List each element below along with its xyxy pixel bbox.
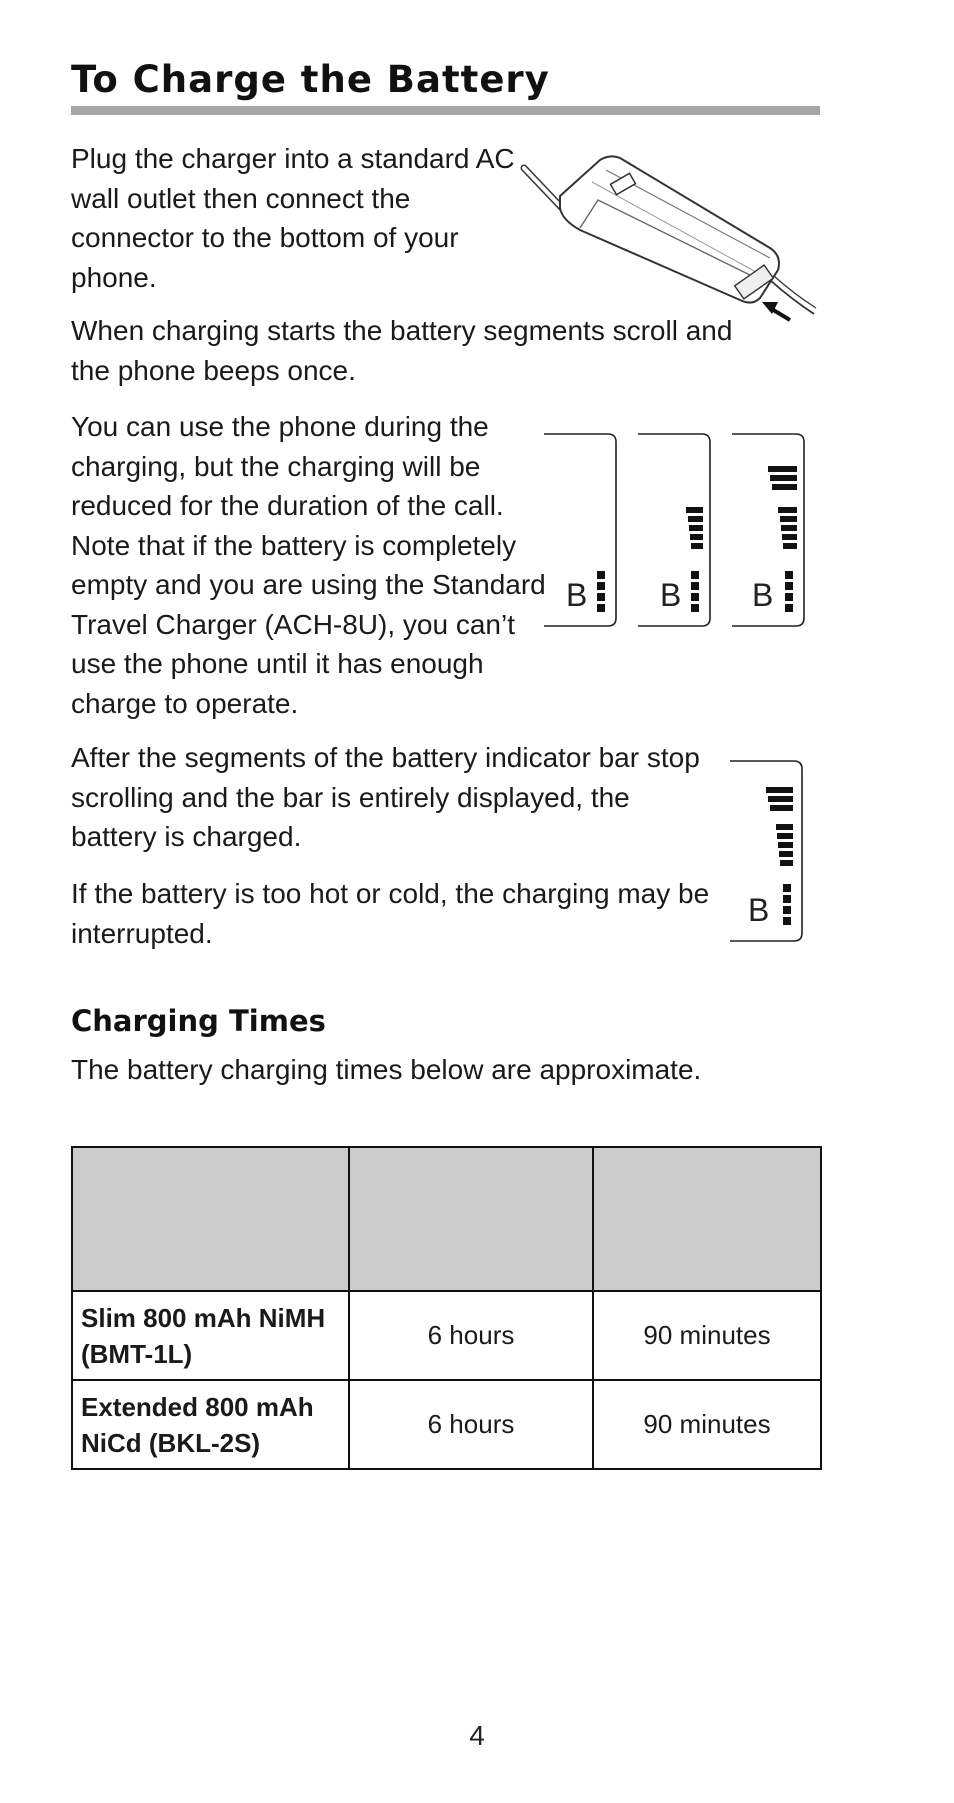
table-row xyxy=(72,1291,821,1380)
battery-letter: B xyxy=(752,577,774,613)
battery-letter: B xyxy=(566,577,588,613)
paragraph-charged: After the segments of the battery indicator bar stop scrolling and the bar is entirely displayed, the battery is charged. xyxy=(71,742,700,852)
battery-type-cell: Slim 800 mAh NiMH (BMT-1L) xyxy=(72,1291,349,1380)
table-header-cell xyxy=(72,1147,349,1291)
battery-display-1 xyxy=(544,434,616,626)
battery-type-cell: Extended 800 mAh NiCd (BKL-2S) xyxy=(72,1380,349,1469)
paragraph-charging-starts: When charging starts the battery segments scroll and the phone beeps once. xyxy=(71,315,733,386)
battery-display-3 xyxy=(732,434,804,626)
page-number: 4 xyxy=(469,1720,485,1751)
charging-times-table xyxy=(71,1146,822,1470)
title-rule xyxy=(71,106,820,115)
battery-letter: B xyxy=(748,892,770,928)
table-header-row xyxy=(72,1147,821,1291)
table-row xyxy=(72,1380,821,1469)
page-title: To Charge the Battery xyxy=(71,58,550,101)
paragraph-hot-cold: If the battery is too hot or cold, the charging may be interrupted. xyxy=(71,878,710,949)
battery-letter: B xyxy=(660,577,682,613)
table-header-cell xyxy=(349,1147,593,1291)
battery-display-2 xyxy=(638,434,710,626)
charge-time-cell: 6 hours xyxy=(349,1380,593,1469)
section-heading-charging-times: Charging Times xyxy=(71,1004,326,1038)
charge-time-cell: 90 minutes xyxy=(593,1291,821,1380)
paragraph-plug-charger: Plug the charger into a standard AC wall outlet then connect the connector to the bottom of your phone. xyxy=(71,143,515,293)
battery-full-display xyxy=(728,757,806,957)
battery-scroll-displays xyxy=(542,430,810,630)
phone-charging-illustration xyxy=(520,148,820,328)
table-header-cell xyxy=(593,1147,821,1291)
charging-times-intro: The battery charging times below are approximate. xyxy=(71,1054,702,1085)
charge-time-cell: 90 minutes xyxy=(593,1380,821,1469)
charge-time-cell: 6 hours xyxy=(349,1291,593,1380)
paragraph-use-during-charge: You can use the phone during the charging, but the charging will be reduced for the duration of the call. Note that if the battery is completely empty and you are using the Standard Travel Charger (ACH-8U), you can’t use the phone until it has enough charge to operate. xyxy=(71,411,546,719)
